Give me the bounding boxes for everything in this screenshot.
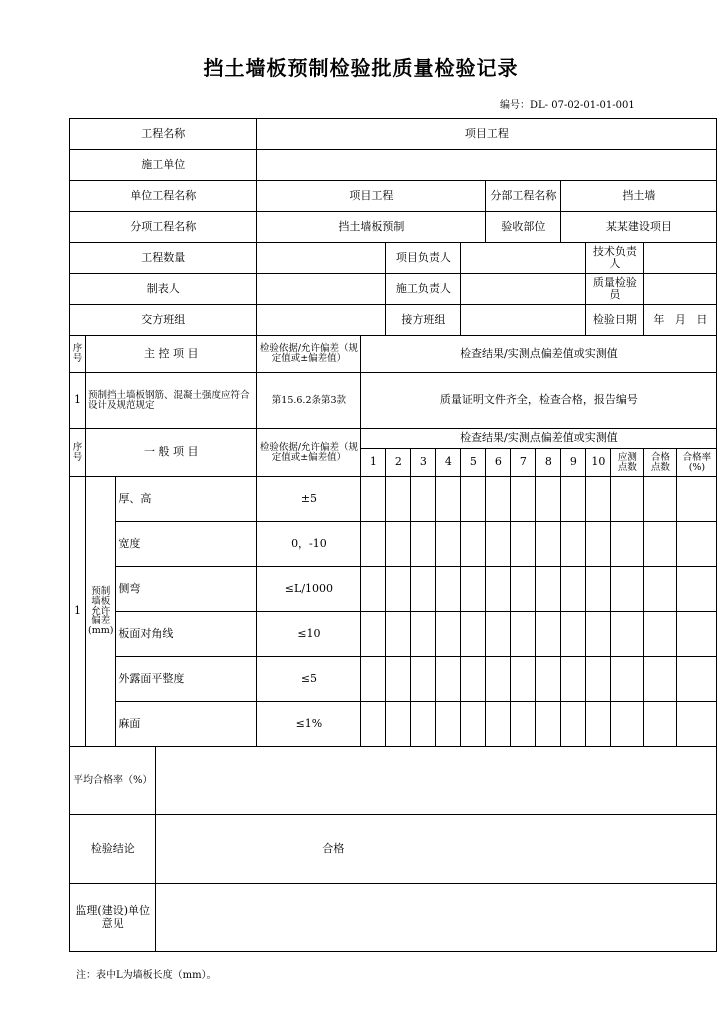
main-row-item: 预制挡土墙板钢筋、混凝土强度应符合设计及规范规定	[86, 373, 257, 429]
acceptance-part-value[interactable]: 某某建设项目	[561, 212, 717, 243]
general-row-item: 厚、高	[116, 477, 257, 522]
main-row-result[interactable]: 质量证明文件齐全，检查合格，报告编号	[361, 373, 717, 429]
general-group-label: 预制墙板允许偏差(mm)	[86, 477, 116, 747]
inspection-table	[69, 118, 717, 952]
general-row-item: 外露面平整度	[116, 657, 257, 702]
avg-pass-rate-label: 平均合格率（%）	[70, 747, 156, 815]
unit-project-value[interactable]: 项目工程	[257, 181, 486, 212]
handover-shift-value[interactable]	[257, 305, 386, 336]
item-project-label: 分项工程名称	[70, 212, 257, 243]
project-manager-label: 项目负责人	[386, 243, 461, 274]
construction-manager-label: 施工负责人	[386, 274, 461, 305]
page-title: 挡土墙板预制检验批质量检验记录	[203, 56, 519, 80]
construction-manager-value[interactable]	[461, 274, 586, 305]
general-result-header: 检查结果/实测点偏差值或实测值	[361, 429, 717, 449]
receiving-shift-label: 接方班组	[386, 305, 461, 336]
general-row-basis: ≤1%	[257, 702, 361, 747]
main-row-seq: 1	[70, 373, 86, 429]
general-row-item: 宽度	[116, 522, 257, 567]
col-header-10: 10	[586, 449, 611, 477]
conclusion-label: 检验结论	[70, 815, 156, 884]
main-result-header: 检查结果/实测点偏差值或实测值	[361, 336, 717, 373]
project-manager-value[interactable]	[461, 243, 586, 274]
preparer-value[interactable]	[257, 274, 386, 305]
quantity-value[interactable]	[257, 243, 386, 274]
inspection-date-label: 检验日期	[586, 305, 644, 336]
col-header-2: 2	[386, 449, 411, 477]
general-basis-header: 检验依据/允许偏差（规定值或±偏差值）	[257, 429, 361, 477]
general-row-basis: ≤10	[257, 612, 361, 657]
tech-manager-label: 技术负责人	[586, 243, 644, 274]
sub-project-value[interactable]: 挡土墙	[561, 181, 717, 212]
tech-manager-value[interactable]	[644, 243, 717, 274]
general-row-basis: 0，-10	[257, 522, 361, 567]
col-header-3: 3	[411, 449, 436, 477]
pass-rate-header: 合格率(%)	[677, 449, 717, 477]
construction-unit-label: 施工单位	[70, 150, 257, 181]
general-row-item: 侧弯	[116, 567, 257, 612]
col-header-7: 7	[511, 449, 536, 477]
general-seq-header: 序号	[70, 429, 86, 477]
general-row-basis: ≤5	[257, 657, 361, 702]
document-code: 编号：DL- 07-02-01-01-001	[500, 100, 635, 111]
inspection-date-value[interactable]: 年 月 日	[644, 305, 717, 336]
measured-points-header: 应测点数	[611, 449, 644, 477]
general-items-header: 一 般 项 目	[86, 429, 257, 477]
item-project-value[interactable]: 挡土墙板预制	[257, 212, 486, 243]
conclusion-value[interactable]: 合格	[156, 815, 717, 884]
quality-inspector-value[interactable]	[644, 274, 717, 305]
receiving-shift-value[interactable]	[461, 305, 586, 336]
project-name-value[interactable]: 项目工程	[257, 119, 717, 150]
unit-project-label: 单位工程名称	[70, 181, 257, 212]
col-header-9: 9	[561, 449, 586, 477]
general-row-basis: ≤L/1000	[257, 567, 361, 612]
quality-inspector-label: 质量检验员	[586, 274, 644, 305]
general-group-seq: 1	[70, 477, 86, 747]
col-header-5: 5	[461, 449, 486, 477]
supervision-opinion-value[interactable]	[156, 884, 717, 952]
general-row-basis: ±5	[257, 477, 361, 522]
main-seq-header: 序号	[70, 336, 86, 373]
main-basis-header: 检验依据/允许偏差（规定值或±偏差值）	[257, 336, 361, 373]
avg-pass-rate-value[interactable]	[156, 747, 717, 815]
col-header-1: 1	[361, 449, 386, 477]
supervision-opinion-label: 监理(建设)单位意见	[70, 884, 156, 952]
quantity-label: 工程数量	[70, 243, 257, 274]
footnote: 注：表中L为墙板长度（mm）。	[76, 970, 217, 981]
col-header-4: 4	[436, 449, 461, 477]
general-row-item: 板面对角线	[116, 612, 257, 657]
acceptance-part-label: 验收部位	[486, 212, 561, 243]
main-items-header: 主 控 项 目	[86, 336, 257, 373]
project-name-label: 工程名称	[70, 119, 257, 150]
preparer-label: 制表人	[70, 274, 257, 305]
general-row-item: 麻面	[116, 702, 257, 747]
qualified-points-header: 合格点数	[644, 449, 677, 477]
construction-unit-value[interactable]	[257, 150, 717, 181]
main-row-basis: 第15.6.2条第3款	[257, 373, 361, 429]
col-header-6: 6	[486, 449, 511, 477]
handover-shift-label: 交方班组	[70, 305, 257, 336]
col-header-8: 8	[536, 449, 561, 477]
sub-project-label: 分部工程名称	[486, 181, 561, 212]
